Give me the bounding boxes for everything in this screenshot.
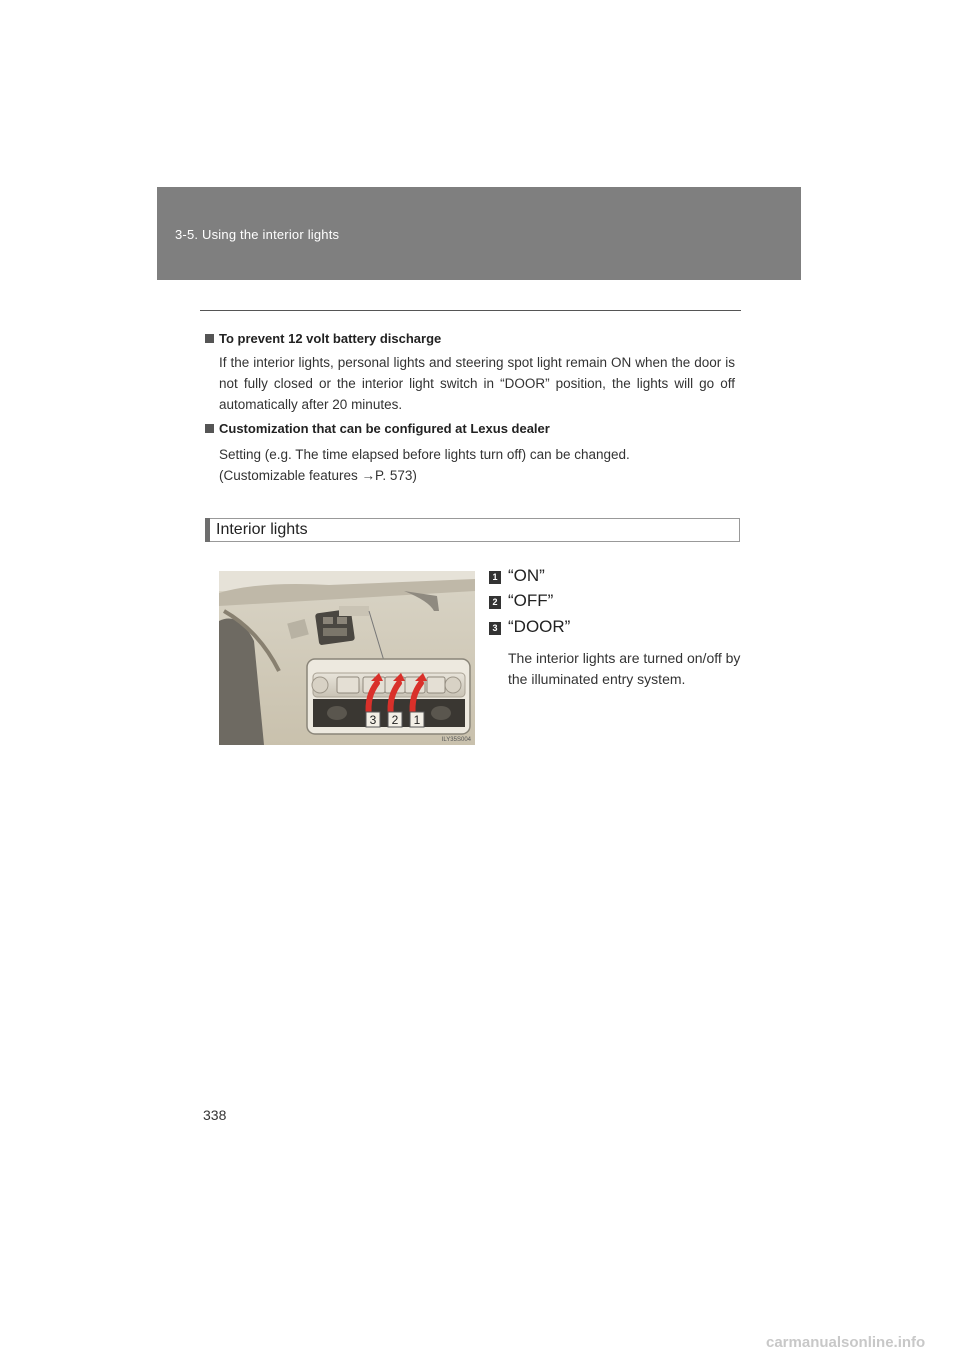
interior-lights-photo <box>219 571 475 745</box>
item-label: “OFF” <box>508 591 554 610</box>
square-bullet-icon <box>205 424 214 433</box>
list-item <box>489 566 689 588</box>
section-title: Interior lights <box>216 521 308 538</box>
note-heading-text: To prevent 12 volt battery discharge <box>219 331 442 346</box>
note-paragraph: If the interior lights, personal lights and steering spot light remain ON when the door is not fully closed or the interior light switch in “DOOR” position, the lights will go off automatically after 20 minutes. <box>219 355 735 412</box>
note-paragraph-reference[interactable]: (Customizable features →P. 573) <box>219 468 417 483</box>
list-item <box>489 591 689 613</box>
section-header: 3-5. Using the interior lights <box>175 227 340 242</box>
number-badge: 3 <box>489 622 501 635</box>
note-heading-customization <box>205 421 550 436</box>
interior-lights-illustration <box>219 571 475 745</box>
number-badge: 2 <box>489 596 501 609</box>
door-description: The interior lights are turned on/off by the illuminated entry system. <box>508 650 741 687</box>
number-badge: 1 <box>489 571 501 584</box>
note-heading-battery <box>205 331 441 346</box>
divider <box>200 310 741 311</box>
note-body-customization <box>219 444 735 486</box>
callout-2: 2 <box>391 713 399 727</box>
figure-code: ILY35S004 <box>441 737 471 743</box>
note-body-battery <box>219 352 735 415</box>
page-number: 338 <box>203 1107 227 1123</box>
header-band <box>157 187 801 280</box>
section-title-bar <box>205 518 740 542</box>
callout-1: 1 <box>413 713 421 727</box>
square-bullet-icon <box>205 334 214 343</box>
note-paragraph: Setting (e.g. The time elapsed before lights turn off) can be changed. <box>219 447 630 462</box>
note-heading-text: Customization that can be configured at Lexus dealer <box>219 421 550 436</box>
item-label: “ON” <box>508 566 545 585</box>
callout-3: 3 <box>369 713 377 727</box>
watermark[interactable]: carmanualsonline.info <box>766 1334 926 1351</box>
section-tab-marker <box>205 518 210 542</box>
item-label: “DOOR” <box>508 617 571 636</box>
list-item <box>489 617 689 639</box>
